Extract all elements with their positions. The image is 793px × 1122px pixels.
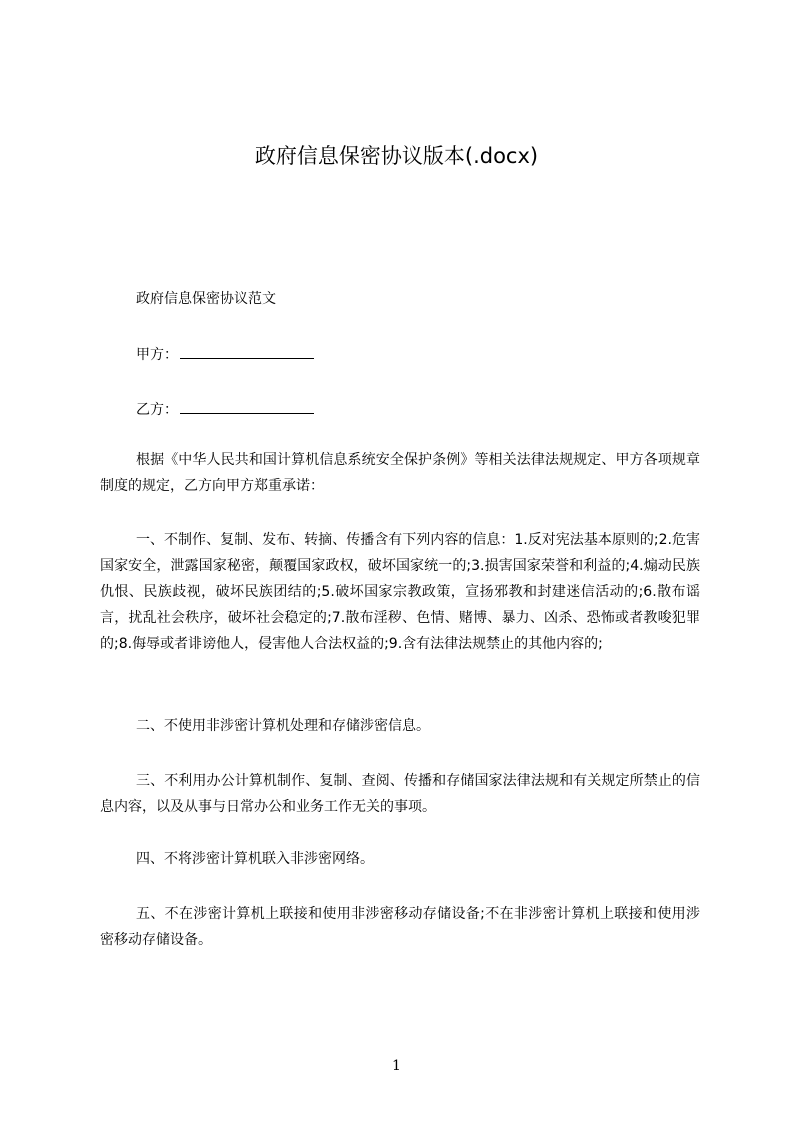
party-a-blank bbox=[180, 344, 314, 359]
party-b-line bbox=[136, 399, 314, 420]
page-number: 1 bbox=[392, 1058, 401, 1074]
clause-5: 五、不在涉密计算机上联接和使用非涉密移动存储设备;不在非涉密计算机上联接和使用涉密移动存储设备。 bbox=[100, 906, 700, 948]
intro-paragraph: 根据《中华人民共和国计算机信息系统安全保护条例》等相关法律法规规定、甲方各项规章制度的规定，乙方向甲方郑重承诺： bbox=[100, 452, 700, 494]
clause-3: 三、不利用办公计算机制作、复制、查阅、传播和存储国家法律法规和有关规定所禁止的信息内容，以及从事与日常办公和业务工作无关的事项。 bbox=[100, 773, 700, 815]
clause-1: 一、不制作、复制、发布、转摘、传播含有下列内容的信息：1.反对宪法基本原则的;2.危害国家安全，泄露国家秘密，颠覆国家政权，破坏国家统一的;3.损害国家荣誉和利益的;4.煽动民族仇恨、民族歧视，破坏民族团结的;5.破坏国家宗教政策，宣扬邪教和封建迷信活动的;6.散布谣言，扰乱社会秩序，破坏社会稳定的;7.散布淫秽、色情、赌博、暴力、凶杀、恐怖或者教唆犯罪的;8.侮辱或者诽谤他人，侵害他人合法权益的;9.含有法律法规禁止的其他内容的; bbox=[100, 532, 700, 652]
party-b-blank bbox=[180, 399, 314, 414]
party-b-label: 乙方： bbox=[136, 402, 178, 418]
clause-4: 四、不将涉密计算机联入非涉密网络。 bbox=[136, 851, 374, 867]
party-a-label: 甲方： bbox=[136, 347, 178, 363]
party-a-line bbox=[136, 344, 314, 365]
document-title: 政府信息保密协议版本(.docx) bbox=[254, 144, 539, 168]
agreement-subtitle: 政府信息保密协议范文 bbox=[136, 291, 276, 307]
clause-2: 二、不使用非涉密计算机处理和存储涉密信息。 bbox=[136, 718, 430, 734]
